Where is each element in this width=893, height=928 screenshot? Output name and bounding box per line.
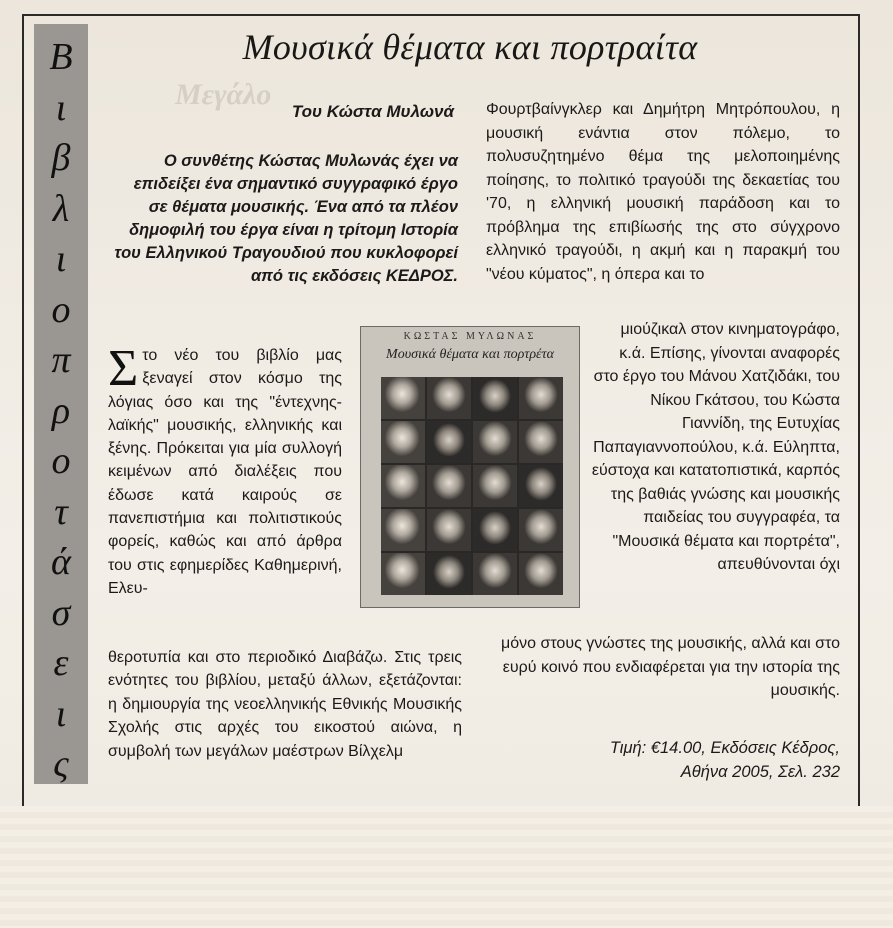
book-cover-title: Μουσικά θέματα και πορτρέτα [386,347,554,362]
composer-portrait [427,553,471,595]
body-text-left: το νέο του βιβλίο μας ξεναγεί στον κόσμο της λόγιας όσο και της "έντεχνης-λαϊκής" μουσικής, ελληνικής και ξένης. Πρόκειται για μία συλλογή κειμένων από διαλέξεις που έδωσε κατά καιρούς σε πανεπιστήμια και πολιτιστικούς φορείς, καθώς και από άρθρα του στις εφημερίδες Καθημερινή, Ελευ- [108,347,342,597]
book-cover-author: ΚΩΣΤΑΣ ΜΥΛΩΝΑΣ [403,331,537,342]
sidebar-letter: σ [51,591,71,634]
article-byline: Του Κώστα Μυλωνά [291,102,454,121]
composer-portrait [473,377,517,419]
book-cover-image [360,326,580,608]
paper-edge-strip [0,806,893,928]
composer-portrait [473,421,517,463]
sidebar-letter: τ [54,490,68,533]
composer-portrait [519,553,563,595]
composer-portrait [381,509,425,551]
article-lead: Ο συνθέτης Κώστας Μυλωνάς έχει να επιδείξει ένα σημαντικό συγγραφικό έργο σε θέματα μουσικής. Ένα από τα πλέον δημοφιλή του έργα είναι η τρίτομη Ιστορία του Ελληνικού Τραγουδιού που κυκλοφορεί από τις εκδόσεις ΚΕΔΡΟΣ. [114,152,458,285]
sidebar-letter: ο [51,440,71,482]
sidebar-letter: λ [52,187,70,230]
price-info [520,736,840,784]
sidebar-letter: β [51,137,71,179]
composer-portrait [427,465,471,507]
price-line-1: Τιμή: €14.00, Εκδόσεις Κέδρος, [609,739,840,757]
sidebar-letter: ά [51,541,71,583]
composer-portrait [519,509,563,551]
drop-cap: Σ [108,340,139,397]
sidebar-letter: Β [49,36,73,78]
body-text-right-mid: μιούζικαλ στον κινηματογράφο, κ.ά. Επίσης, γίνονται αναφορές στο έργο του Μάνου Χατζιδάκι, του Νίκου Γκάτσου, του Κώστα Γιαννίδη, της Ευτυχίας Παπαγιαννοπούλου, κ.ά. Εύληπτα, εύστοχα και κατατοπιστικά, καρπός της βαθιάς γνώσης και μουσικής παιδείας του συγγραφέα, τα "Μουσικά θέματα και πορτρέτα", απευθύνονται όχι [591,321,840,573]
sidebar-letter: ι [55,238,67,280]
price-line-2: Αθήνα 2005, Σελ. 232 [680,763,840,781]
body-text-right-bottom: μόνο στους γνώστες της μουσικής, αλλά και στο ευρύ κοινό που ενδιαφέρεται για την ιστορία της μουσικής. [500,635,840,699]
sidebar-letter: ο [51,288,71,331]
body-text-bottom: θεροτυπία και στο περιοδικό Διαβάζω. Στις τρεις ενότητες του βιβλίου, μεταξύ άλλων, εξετάζονται: η δημιουργία της νεοελληνικής Εθνικής Μουσικής Σχολής στις αρχές του εικοστού αιώνα, η συμβολή των μεγάλων μαέστρων Βίλχελμ [108,649,462,760]
composer-portrait [381,465,425,507]
sidebar-letter: ρ [51,389,71,432]
composer-portrait [473,465,517,507]
sidebar-letter: π [51,339,71,381]
article-title: Μουσικά θέματα και πορτραίτα [242,27,698,67]
composer-portrait [427,377,471,419]
book-cover-portraits [381,377,563,595]
section-sidebar [34,24,88,784]
section-label-vertical [34,32,88,790]
composer-portrait [519,377,563,419]
bleed-through-text: Μεγάλο [175,78,272,111]
composer-portrait [473,553,517,595]
composer-portrait [381,377,425,419]
composer-portrait [519,465,563,507]
sidebar-letter: ς [53,743,69,785]
composer-portrait [381,421,425,463]
body-text-right-top: Φουρτβαίνγκλερ και Δημήτρη Μητρόπουλου, η μουσική ενάντια στον πόλεμο, το πολυσυζητημένο θέμα της μελοποιημένης ποίησης, το πολιτικό τραγούδι της δεκαετίας του '70, η ελληνική μουσική παράδοση και το πρόβλημα της επιβίωσής της στο σύγχρονο ελληνικό τραγούδι, η ακμή και η παρακμή του "νέου κύματος", η όπερα και το [486,101,840,283]
sidebar-letter: ι [55,692,67,735]
composer-portrait [519,421,563,463]
composer-portrait [381,553,425,595]
sidebar-letter: ε [53,642,69,684]
sidebar-letter: ι [55,86,67,129]
composer-portrait [427,421,471,463]
composer-portrait [427,509,471,551]
composer-portrait [473,509,517,551]
body-column-left [108,340,342,600]
